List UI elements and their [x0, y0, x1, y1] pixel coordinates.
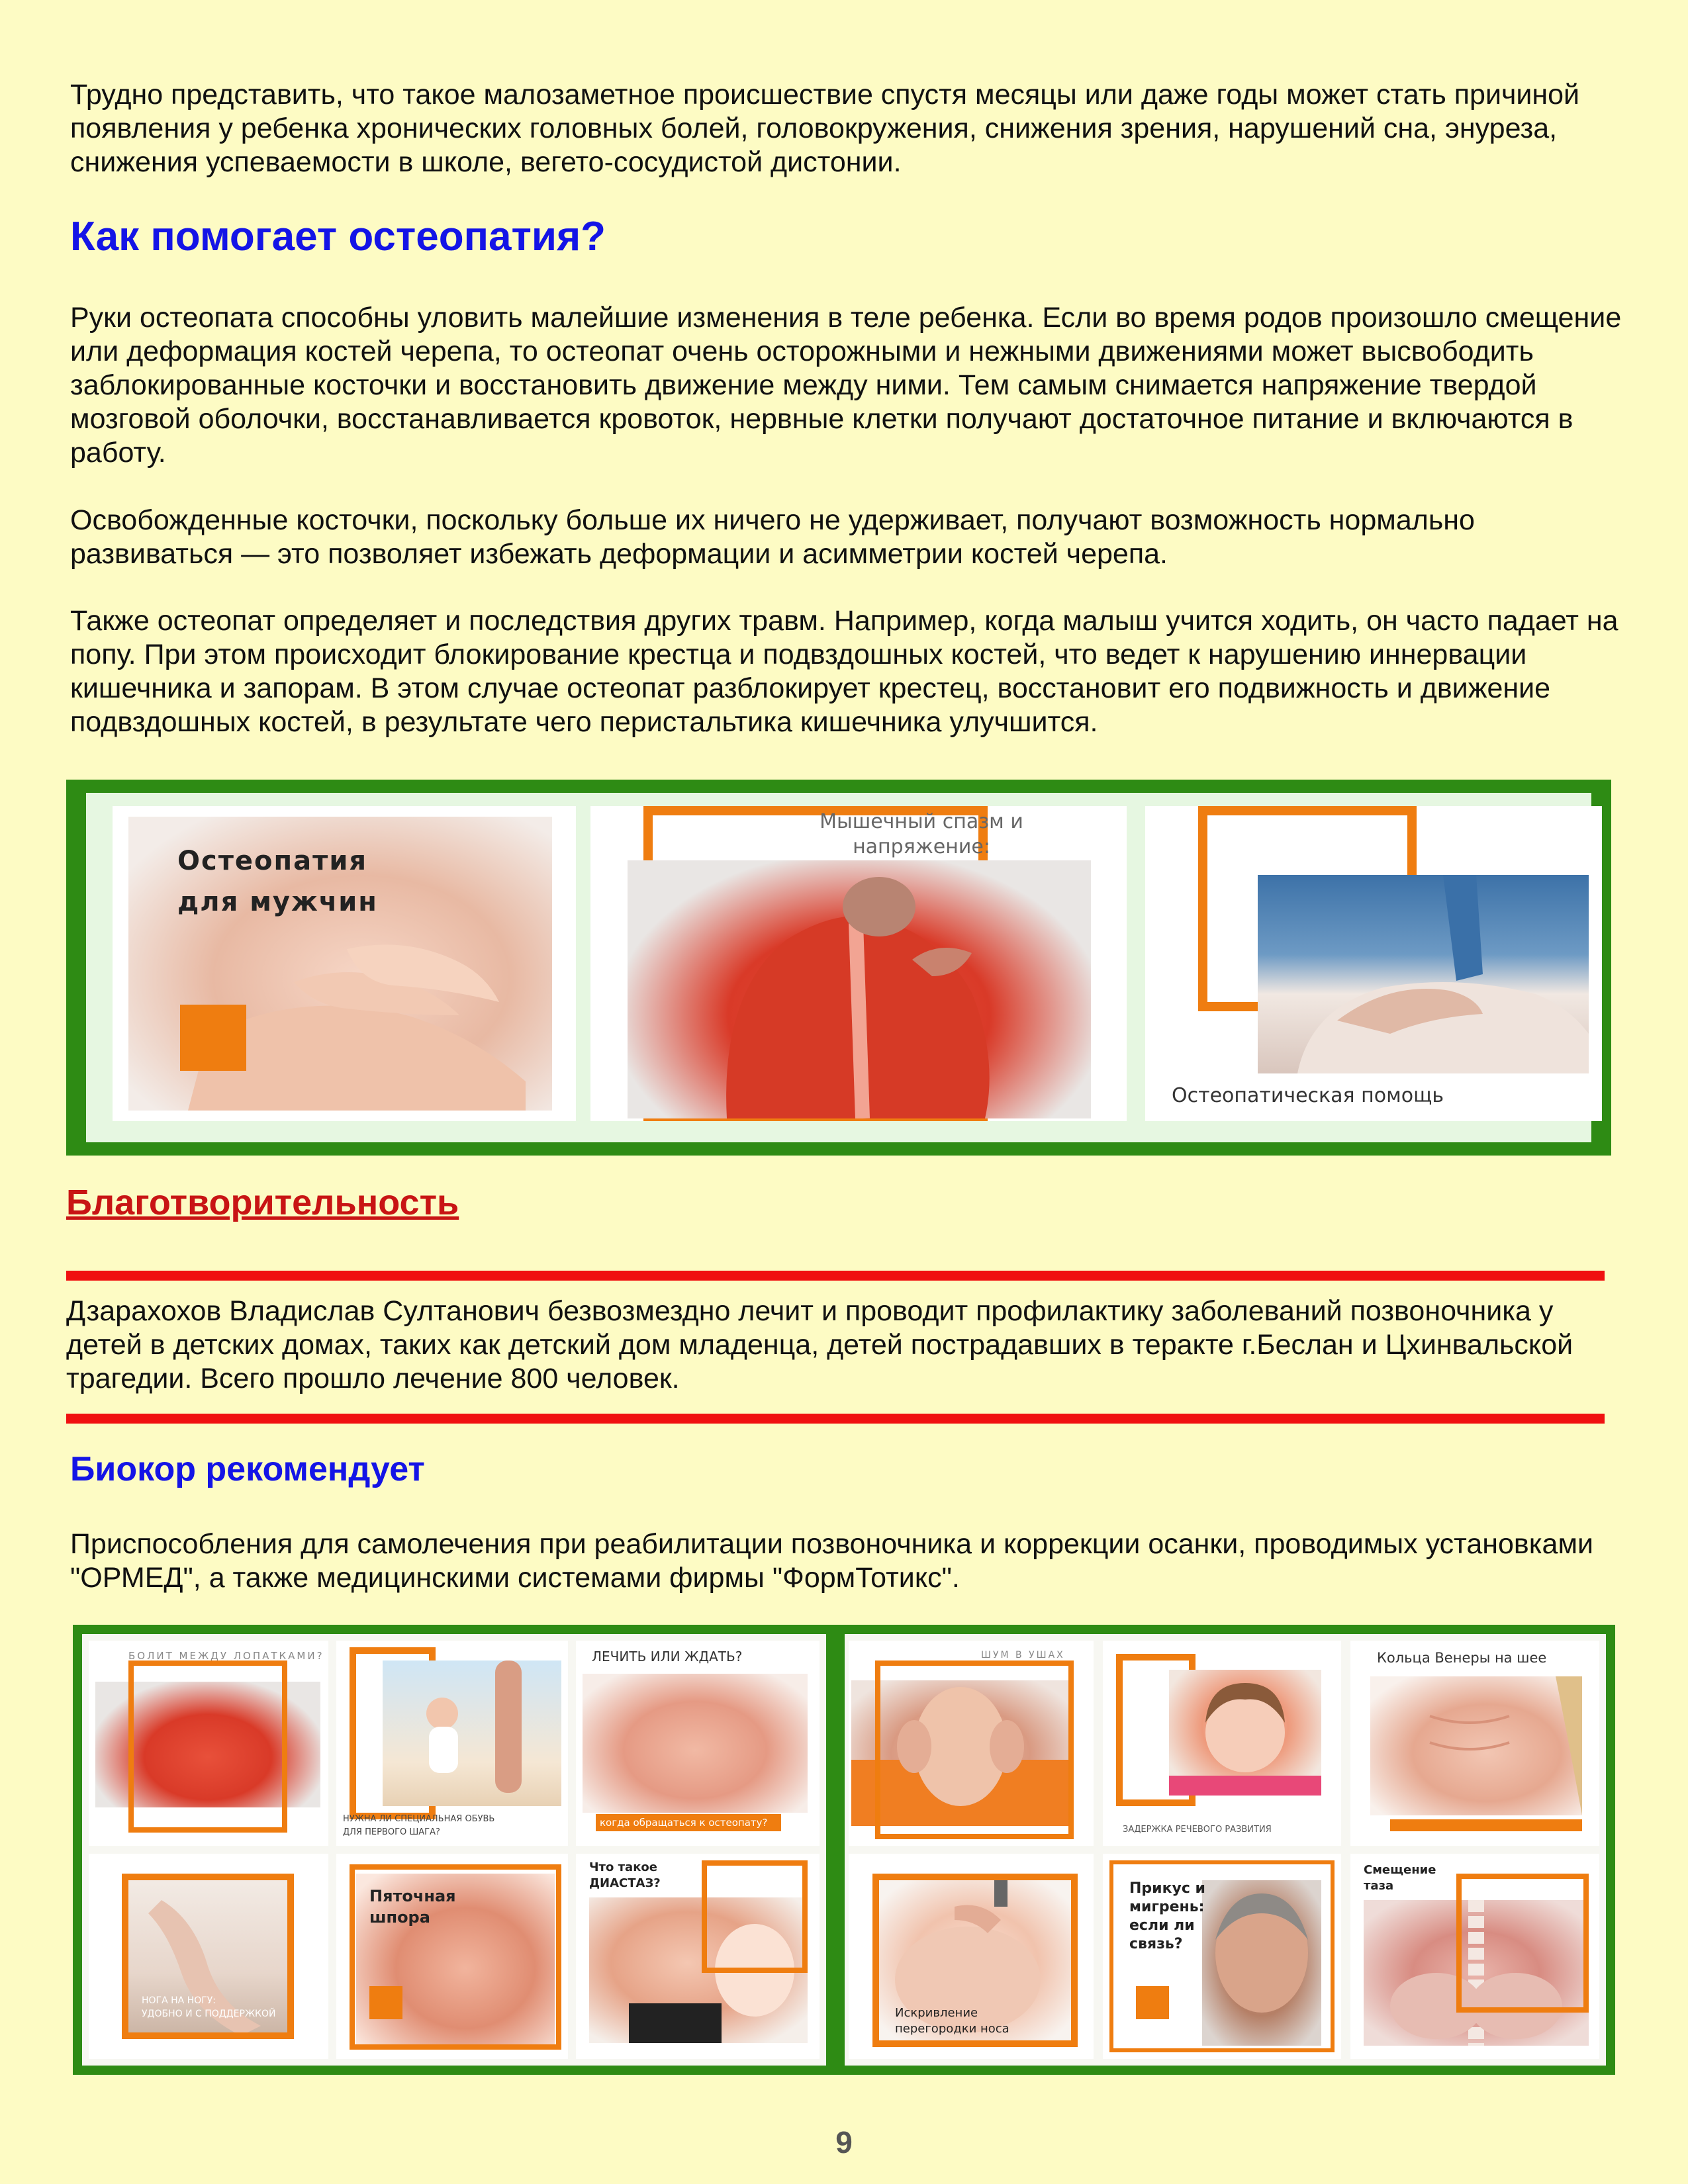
tile-caption-2: ДЛЯ ПЕРВОГО ШАГА?	[343, 1827, 440, 1837]
tile-caption-2: таза	[1364, 1879, 1394, 1893]
grid-tile-nasal-septum	[849, 1854, 1094, 2059]
orange-square	[369, 1986, 402, 2019]
section-heading-osteopathy: Как помогает остеопатия?	[70, 214, 606, 259]
hands-massage-photo	[583, 1674, 808, 1813]
osteopathy-paragraph-2: Освобожденные косточки, поскольку больше их ничего не удерживает, получают возможность нормально развиваться — это позволяет избежать деформации и асимметрии костей черепа.	[70, 504, 1475, 570]
grid-tile-leg-crossing	[89, 1854, 328, 2059]
tile-caption: ЗАДЕРЖКА РЕЧЕВОГО РАЗВИТИЯ	[1123, 1825, 1272, 1835]
tile-caption-2: шпора	[369, 1908, 430, 1927]
tile-caption: БОЛИТ МЕЖДУ ЛОПАТКАМИ?	[128, 1650, 324, 1662]
grid-tile-speech-delay	[1103, 1641, 1341, 1846]
red-divider-bottom	[66, 1414, 1605, 1424]
grid-tile-tinnitus	[849, 1641, 1094, 1846]
tile-caption-1: НОГА НА НОГУ:	[142, 1995, 216, 2006]
osteopathy-paragraph-3: Также остеопат определяет и последствия других травм. Например, когда малыш учится ходить, он часто падает на попу. При этом происходит блокирование крестца и подвздошных костей, что ведет к нарушению иннервации кишечника и запорам. В этом случае остеопат разблокирует крестец, восстановит его подвижность и движение подвздошных костей, в результате чего перистальтика кишечника улучшится.	[70, 605, 1618, 738]
osteopathy-banner	[66, 780, 1611, 1156]
tile-caption-top: ЛЕЧИТЬ ИЛИ ЖДАТЬ?	[592, 1649, 743, 1664]
banner-panel-men	[113, 806, 576, 1121]
charity-heading: Благотворительность	[66, 1183, 459, 1222]
tile-caption-2: мигрень:	[1129, 1899, 1205, 1915]
spasm-caption-1: Мышечный спазм и	[820, 810, 1023, 833]
biocor-text: Приспособления для самолечения при реабилитации позвоночника и коррекции осанки, проводимых установками "ОРМЕД", а также медицинскими системами фирмы "ФормТотикс".	[70, 1528, 1594, 1594]
baby-walking-photo	[383, 1661, 561, 1806]
charity-text: Дзарахохов Владислав Султанович безвозмездно лечит и проводит профилактику заболеваний позвоночника у детей в детских домах, таких как детский дом младенца, детей пострадавших в теракте г.Беслан и Цхинвальской трагедии. Всего прошло лечение 800 человек.	[66, 1295, 1573, 1394]
grid-tile-bite-migraine	[1103, 1854, 1341, 2059]
banner-panel-men-title-1: Остеопатия	[177, 846, 368, 876]
grid-tile-heel-spur	[336, 1854, 568, 2059]
tile-caption-2: ДИАСТАЗ?	[589, 1876, 661, 1890]
orange-frame	[702, 1860, 808, 1973]
tile-caption-3: если ли	[1129, 1917, 1195, 1934]
help-caption: Остеопатическая помощь	[1172, 1084, 1444, 1107]
banner-panel-men-title-2: для мужчин	[177, 887, 378, 917]
grid-tile-first-step	[336, 1641, 568, 1846]
grid-tile-pelvis-shift	[1350, 1854, 1599, 2059]
orange-frame	[128, 1661, 287, 1833]
spasm-caption-2: напряжение:	[853, 835, 990, 858]
banner-panel-help	[1145, 806, 1602, 1121]
grid-tile-treat-or-wait	[576, 1641, 820, 1846]
tile-caption-1: НУЖНА ЛИ СПЕЦИАЛЬНАЯ ОБУВЬ	[343, 1814, 495, 1824]
tile-caption: Кольца Венеры на шее	[1377, 1650, 1547, 1666]
red-divider-top	[66, 1271, 1605, 1281]
tile-caption-1: Прикус и	[1129, 1880, 1205, 1897]
orange-square	[1136, 1986, 1169, 2019]
neck-photo	[1370, 1676, 1582, 1815]
back-pain-photo	[628, 860, 1091, 1118]
tile-caption-2: УДОБНО И С ПОДДЕРЖКОЙ	[142, 2009, 276, 2019]
orange-square	[180, 1005, 246, 1071]
tile-caption-bottom: когда обращаться к остеопату?	[600, 1817, 768, 1829]
tile-caption: ШУМ В УШАХ	[981, 1650, 1065, 1661]
osteopathy-paragraph-1: Руки остеопата способны уловить малейшие изменения в теле ребенка. Если во время родов произошло смещение или деформация костей черепа, то остеопат очень осторожными и нежными движениями может высвободить заблокированные косточки и восстановить движение между ними. Тем самым снимается напряжение твердой мозговой оболочки, восстанавливается кровоток, нервные клетки получают достаточное питание и включаются в работу.	[70, 302, 1622, 469]
banner-panel-spasm	[590, 806, 1127, 1121]
orange-bar	[1390, 1819, 1582, 1831]
tile-caption-1: Пяточная	[369, 1887, 456, 1905]
grid-tile-diastasis	[576, 1854, 820, 2059]
tile-caption-1: Смещение	[1364, 1863, 1436, 1877]
page-number: 9	[835, 2125, 853, 2160]
tile-caption-1: Искривление	[895, 2006, 978, 2020]
tile-caption-4: связь?	[1129, 1936, 1183, 1952]
tile-caption-2: перегородки носа	[895, 2022, 1009, 2036]
intro-paragraph: Трудно представить, что такое малозаметное происшествие спустя месяцы или даже годы может стать причиной появления у ребенка хронических головных болей, головокружения, снижения зрения, нарушений сна, энуреза, снижения успеваемости в школе, вегето-сосудистой дистонии.	[70, 79, 1580, 178]
orange-frame	[872, 1874, 1078, 2047]
treatment-photo	[1258, 875, 1589, 1073]
recommend-grid-right	[835, 1625, 1615, 2075]
orange-frame	[1456, 1874, 1589, 2013]
grid-tile-shoulder-blades	[89, 1641, 328, 1846]
grid-tile-venus-rings	[1350, 1641, 1599, 1846]
biocor-heading: Биокор рекомендует	[70, 1450, 425, 1488]
tile-caption-1: Что такое	[589, 1860, 657, 1874]
girl-photo	[1169, 1670, 1321, 1796]
orange-frame	[875, 1661, 1074, 1839]
recommend-grid-left	[73, 1625, 835, 2075]
